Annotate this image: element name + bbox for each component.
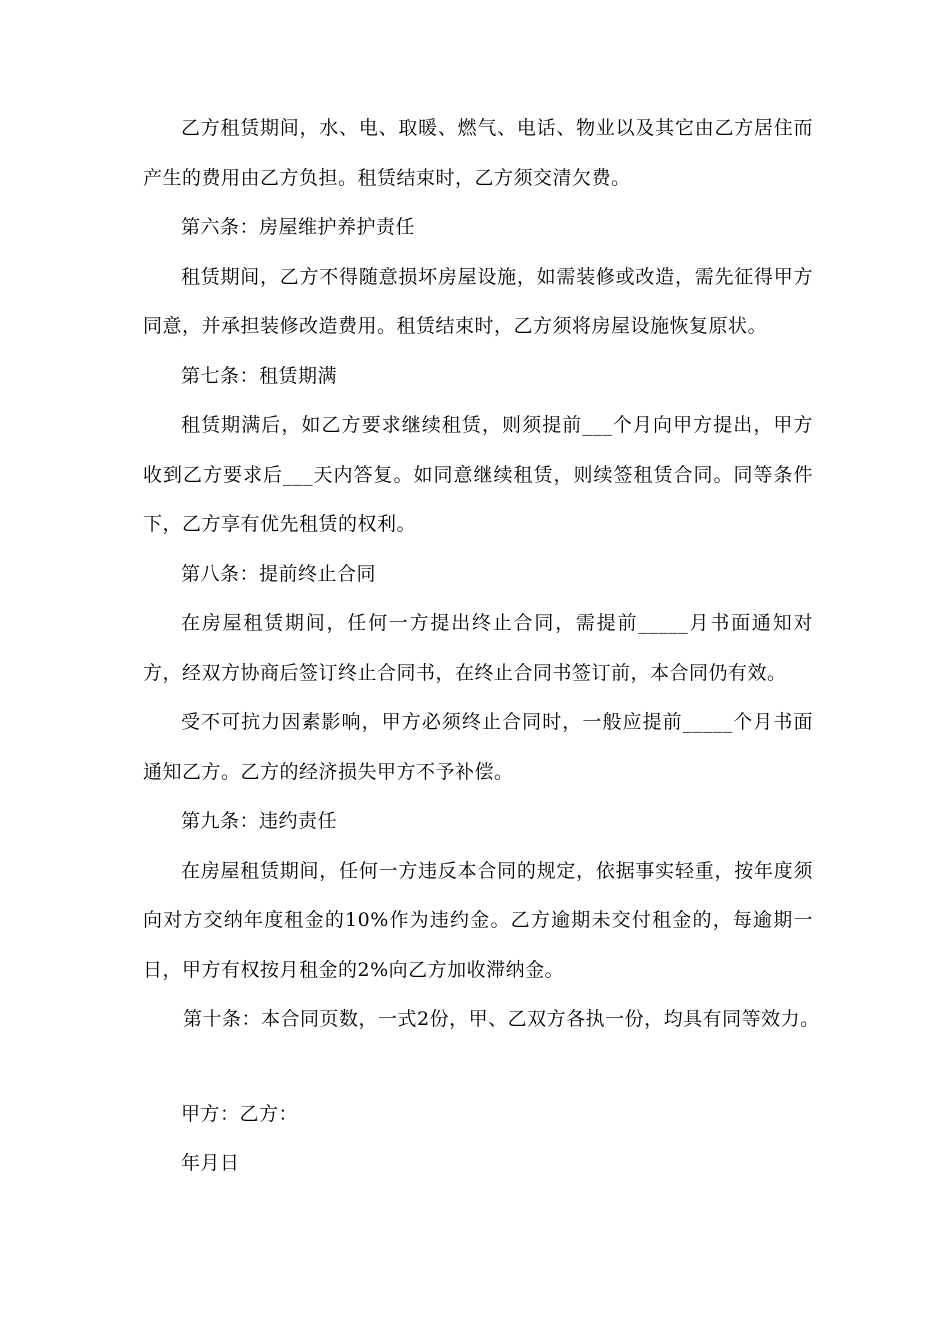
utilities-paragraph: 乙方租赁期间，水、电、取暖、燃气、电话、物业以及其它由乙方居住而产生的费用由乙方负担。租赁结束时，乙方须交清欠费。: [143, 117, 813, 189]
signature-spacer: [143, 1045, 813, 1090]
early-termination-paragraph: 在房屋租赁期间，任何一方提出终止合同，需提前_____月书面通知对方，经双方协商后签订终止合同书，在终止合同书签订前，本合同仍有效。: [143, 612, 813, 684]
signature-date: 年月日: [181, 1152, 240, 1174]
maintenance-paragraph: 租赁期间，乙方不得随意损坏房屋设施，如需装修或改造，需先征得甲方同意，并承担装修改造费用。租赁结束时，乙方须将房屋设施恢复原状。: [143, 265, 813, 337]
article-nine-heading: 第九条：违约责任: [181, 810, 338, 832]
article-six-heading: 第六条：房屋维护养护责任: [181, 216, 416, 238]
breach-liability-paragraph: 在房屋租赁期间，任何一方违反本合同的规定，依据事实轻重，按年度须向对方交纳年度租金的10%作为违约金。乙方逾期未交付租金的，每逾期一日，甲方有权按月租金的2%向乙方加收滞纳金。: [143, 859, 813, 981]
signature-parties: 甲方：乙方：: [181, 1102, 299, 1125]
lease-expiry-paragraph: 租赁期满后，如乙方要求继续租赁，则须提前___个月向甲方提出，甲方收到乙方要求后___天内答复。如同意继续租赁，则续签租赁合同。同等条件下，乙方享有优先租赁的权利。: [143, 414, 813, 535]
force-majeure-paragraph: 受不可抗力因素影响，甲方必须终止合同时，一般应提前_____个月书面通知乙方。乙方的经济损失甲方不予补偿。: [143, 711, 813, 783]
article-seven-heading: 第七条：租赁期满: [181, 364, 338, 387]
article-ten-paragraph: 第十条：本合同页数，一式2份，甲、乙双方各执一份，均具有同等效力。: [183, 1008, 820, 1030]
document-body: [143, 104, 820, 1189]
article-eight-heading: 第八条：提前终止合同: [181, 562, 377, 585]
